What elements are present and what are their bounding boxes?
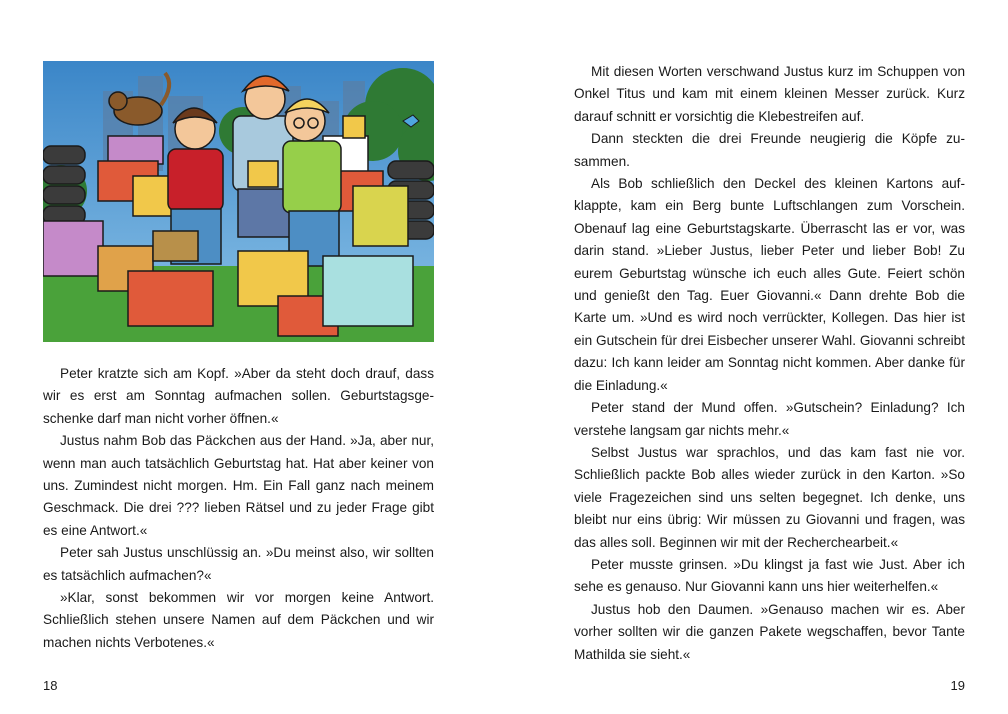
paragraph: Peter stand der Mund offen. »Gutschein? Einladung? Ich verstehe langsam gar nichts mehr.« — [574, 400, 965, 438]
page-number-left: 18 — [43, 678, 58, 693]
paragraph: Selbst Justus war sprachlos, und das kam fast nie vor. Schließlich packte Bob alles wieder zurück in den Karton. »So viele Fragezeichen sind uns selten begegnet. Ich denke, uns bleibt nur eins übrig: Wir müssen zu Giovanni und fragen, was das alles soll. Beginnen wir mit der Recherchearbeit.« — [574, 444, 965, 550]
left-page-text — [43, 363, 434, 654]
paragraph: Peter kratzte sich am Kopf. »Aber da steht doch drauf, dass wir es erst am Sonntag aufmachen sollen. Geburtstagsgeschenke darf man nicht vorher öffnen.« — [43, 366, 434, 426]
paragraph: Peter musste grinsen. »Du klingst ja fast wie Just. Aber ich sehe es genauso. Nur Giovanni kann uns hier weiterhelfen.« — [574, 556, 965, 595]
paragraph: Justus hob den Daumen. »Genauso machen wir es. Aber vorher sollten wir die ganzen Pakete wegschaffen, bevor Tante Mathilda sie sieht.« — [574, 601, 965, 662]
illustration-svg — [43, 61, 434, 342]
paragraph: Justus nahm Bob das Päckchen aus der Hand. »Ja, aber nur, wenn man auch tatsächlich Geburtstag hat. Hat aber keiner von uns. Zumindest nicht morgen. Hm. Ein Fall ganz nach meinem Geschmack. Die drei ??? lieben Rätsel und zu jeder Frage gibt es eine Antwort.« — [43, 433, 434, 538]
page-number-right: 19 — [950, 678, 965, 693]
paragraph: Peter sah Justus unschlüssig an. »Du meinst also, wir sollten es tatsächlich aufmachen?« — [43, 545, 434, 583]
paragraph: Dann steckten die drei Freunde neugierig die Köpfe zusammen. — [574, 131, 965, 169]
paragraph: Als Bob schließlich den Deckel des kleinen Kartons aufklappte, kam ein Berg bunte Luftschlangen zum Vorschein. Obenauf lag eine Geburtstagskarte. Überrascht las er vor, was darin stand. »Lieber Justus, lieber Peter und lieber Bob! Zu eurem Geburtstag wünsche ich euch alles Gute. Feiert schön und genießt den Tag. Euer Giovanni.« Dann drehte Bob die Karte um. »Und es wird noch verrückter, Kollegen. Das hier ist ein Gutschein für drei Eisbecher unserer Wahl. Giovanni schreibt dazu: Ich kann leider am Sonntag nicht kommen. Aber danke für die Einladung.« — [574, 176, 965, 393]
boys-with-presents-illustration — [43, 61, 434, 342]
small-package — [248, 161, 278, 187]
paragraph: Mit diesen Worten verschwand Justus kurz im Schuppen von Onkel Titus und kam mit einem kleinen Messer zurück. Kurz darauf schnitt er vorsichtig die Klebestreifen auf. — [574, 64, 965, 124]
paragraph: »Klar, sonst bekommen wir vor morgen keine Antwort. Schließlich stehen unsere Namen auf dem Päckchen und wir machen nichts Verbotenes.« — [43, 590, 434, 650]
right-page-text — [574, 61, 965, 666]
